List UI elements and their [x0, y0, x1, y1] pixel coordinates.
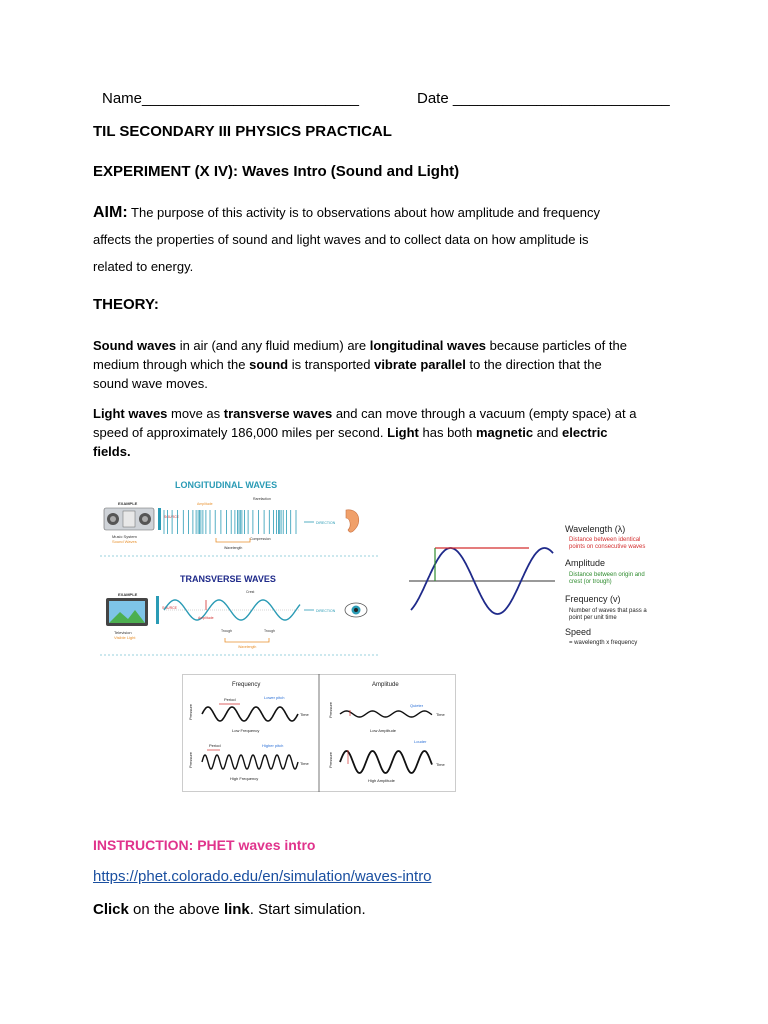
light-text-4: has both — [418, 425, 476, 440]
vibrate-parallel-term: vibrate parallel — [374, 357, 466, 372]
sound-text-5: to the direction that the — [465, 357, 602, 372]
fa-quieter-label: Quieter — [410, 703, 424, 708]
fa-lower-pitch-label: Lower pitch — [264, 695, 285, 700]
crest-label: Crest — [246, 590, 255, 594]
sound-term: Sound waves — [93, 338, 177, 353]
aim-label: AIM: — [93, 204, 128, 221]
long-source-bar — [158, 508, 161, 530]
compression-label: Compression — [250, 537, 271, 541]
instruction-heading: INSTRUCTION: PHET waves intro — [93, 837, 316, 853]
date-blank[interactable]: __________________________ — [452, 90, 670, 107]
long-direction-label: DIRECTION — [316, 521, 336, 525]
trans-source-bar — [156, 596, 159, 624]
props-wavelength-desc-1: Distance between identical — [569, 537, 641, 543]
magnetic-term: magnetic — [476, 425, 534, 440]
light-text-2: and can move through a vacuum (empty space) at a — [332, 406, 637, 421]
props-frequency-desc-1: Number of waves that pass a — [569, 608, 647, 614]
name-label: Name — [102, 90, 143, 107]
click-text-2: . Start simulation. — [249, 901, 366, 918]
click-instruction — [93, 901, 366, 918]
sound-waves-label: Sound Waves — [112, 539, 137, 544]
link-word: link — [223, 901, 250, 918]
fa-pressure-label-3: Pressure — [328, 701, 333, 718]
date-label: Date — [417, 90, 449, 107]
trough-label-1: Trough — [221, 629, 232, 633]
props-wavelength-label: Wavelength (λ) — [565, 524, 626, 534]
ear-icon — [346, 510, 359, 532]
phet-simulation-link[interactable]: https://phet.colorado.edu/en/simulation/waves-intro — [93, 868, 432, 885]
experiment-heading: EXPERIMENT (X IV): Waves Intro (Sound and Light) — [93, 163, 460, 180]
television-label: Television — [114, 630, 132, 635]
electric-term: electric — [562, 425, 608, 440]
trans-source-label: SOURCE — [162, 606, 177, 610]
visible-light-label: Visible Light — [114, 635, 136, 640]
trans-wavelength-bracket — [225, 638, 269, 642]
rarefaction-label: Rarefaction — [253, 497, 271, 501]
sound-text-6: sound wave moves. — [93, 376, 208, 391]
aim-line-1: The purpose of this activity is to observations about how amplitude and frequency — [131, 205, 601, 220]
fa-time-label-2: Time — [300, 761, 309, 766]
fa-period-label-1: Period — [224, 697, 236, 702]
fa-amplitude-title: Amplitude — [372, 682, 399, 688]
light-word: Light — [387, 425, 419, 440]
long-wavelength-bracket — [216, 538, 250, 542]
aim-section — [93, 199, 693, 280]
props-amplitude-label: Amplitude — [565, 558, 606, 568]
music-system-label: Music System — [112, 534, 137, 539]
trans-amplitude-label: Amplitude — [198, 616, 214, 620]
transverse-term: transverse waves — [223, 406, 333, 421]
sound-paragraph — [93, 336, 673, 393]
props-speed-label: Speed — [565, 627, 592, 637]
trough-label-2: Trough — [264, 629, 275, 633]
trans-example-label: EXAMPLE — [118, 592, 138, 597]
fa-pressure-label-2: Pressure — [188, 751, 193, 768]
wave-properties-figure — [405, 519, 675, 649]
frequency-amplitude-figure — [182, 674, 456, 792]
trans-direction-label: DIRECTION — [316, 609, 336, 613]
aim-line-2: affects the properties of sound and light waves and to collect data on how amplitude is — [93, 232, 589, 247]
sound-text-4: is transported — [288, 357, 375, 372]
trans-wavelength-label: Wavelength — [238, 645, 257, 649]
transverse-title: TRANSVERSE WAVES — [180, 574, 276, 584]
music-system-icon — [104, 508, 154, 530]
fa-time-label-3: Time — [436, 712, 445, 717]
long-source-label: SOURCE — [164, 515, 179, 519]
props-speed-desc: = wavelength x frequency — [569, 640, 638, 646]
fa-low-amplitude-label: Low Amplitude — [370, 728, 397, 733]
props-wavelength-desc-2: points on consecutive waves — [569, 544, 646, 550]
fields-term: fields. — [93, 444, 131, 459]
longitudinal-wave-lines — [164, 510, 296, 534]
aim-line-3: related to energy. — [93, 259, 194, 274]
longitudinal-term: longitudinal waves — [369, 338, 487, 353]
props-amplitude-desc-2: crest (or trough) — [569, 579, 612, 585]
sound-text-2: because particles of the — [486, 338, 627, 353]
long-amplitude-label: Amplitude — [197, 502, 213, 506]
television-icon — [106, 598, 148, 626]
longitudinal-title: LONGITUDINAL WAVES — [175, 480, 278, 490]
fa-low-frequency-label: Low Frequency — [232, 728, 260, 733]
fa-frequency-title: Frequency — [232, 682, 261, 688]
light-text-3: speed of approximately 186,000 miles per second. — [93, 425, 388, 440]
date-field[interactable] — [417, 90, 670, 107]
fa-period-label-2: Period — [209, 743, 221, 748]
click-word: Click — [93, 901, 129, 918]
fa-high-amplitude-label: High Amplitude — [368, 778, 395, 783]
sound-word: sound — [249, 357, 289, 372]
props-amplitude-desc-1: Distance between origin and — [569, 572, 645, 578]
sound-text-3: medium through which the — [93, 357, 250, 372]
theory-heading: THEORY: — [93, 296, 159, 313]
name-blank[interactable]: __________________________ — [142, 90, 359, 107]
sound-text-1: in air (and any fluid medium) are — [176, 338, 370, 353]
fa-pressure-label-1: Pressure — [188, 703, 193, 720]
long-wavelength-label: Wavelength — [224, 546, 243, 550]
fa-time-label-4: Time — [436, 762, 445, 767]
fa-louder-label: Louder — [414, 739, 427, 744]
fa-high-frequency-label: High Frequency — [230, 776, 259, 781]
long-example-label: EXAMPLE — [118, 501, 138, 506]
props-frequency-desc-2: point per unit time — [569, 615, 617, 621]
props-frequency-label: Frequency (v) — [565, 594, 621, 604]
eye-icon — [345, 603, 367, 617]
click-text-1: on the above — [128, 901, 224, 918]
document-title: TIL SECONDARY III PHYSICS PRACTICAL — [93, 123, 392, 140]
fa-pressure-label-4: Pressure — [328, 751, 333, 768]
fa-higher-pitch-label: Higher pitch — [262, 743, 284, 748]
wave-types-figure — [100, 472, 378, 658]
name-field[interactable] — [102, 90, 359, 107]
light-paragraph — [93, 404, 673, 461]
fa-time-label-1: Time — [300, 712, 309, 717]
light-term: Light waves — [93, 406, 168, 421]
light-text-1: move as — [167, 406, 224, 421]
light-text-5: and — [533, 425, 562, 440]
